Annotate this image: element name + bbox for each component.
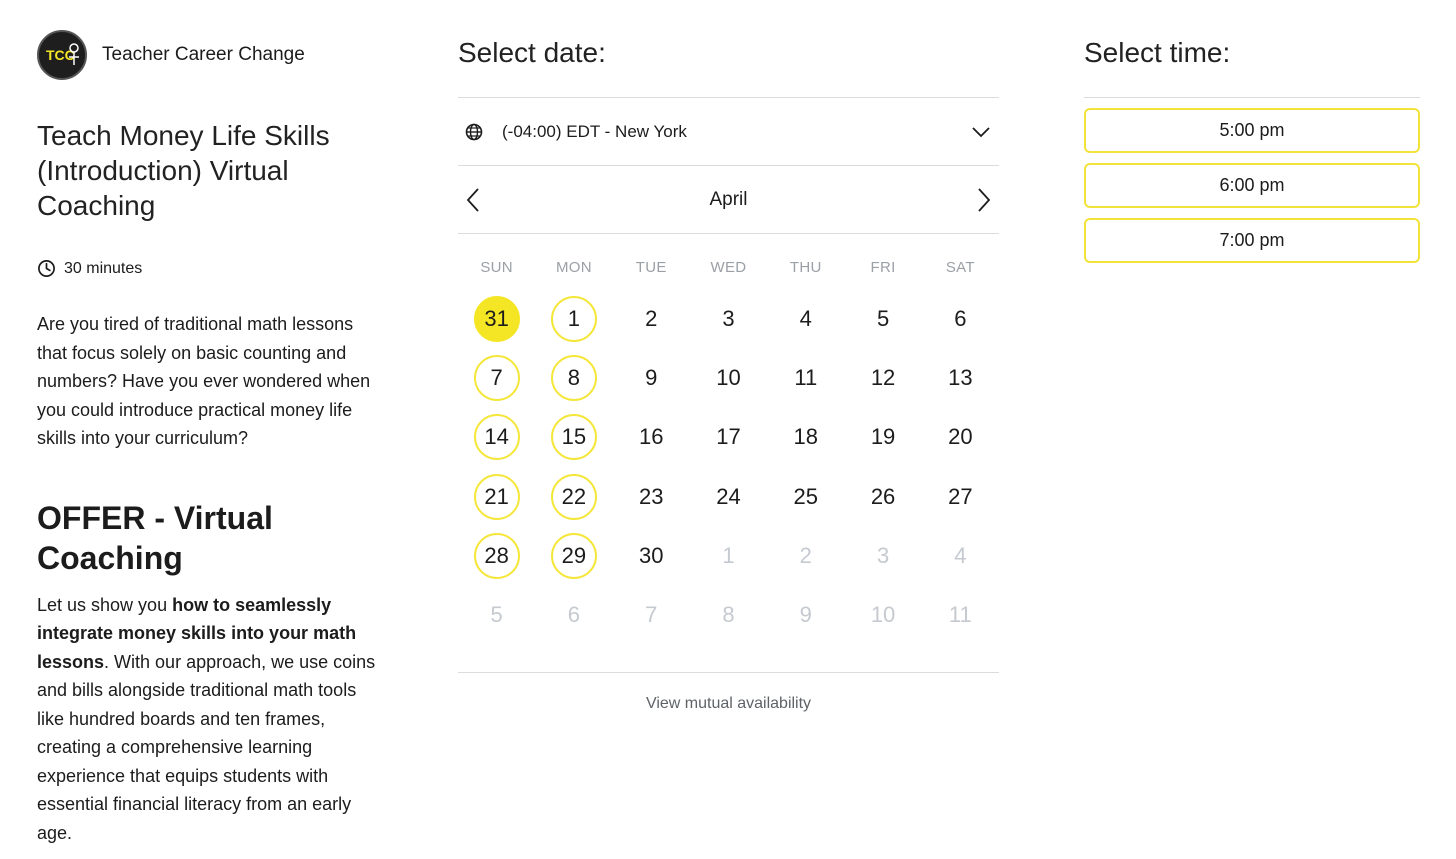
weekday-label: THU	[789, 259, 822, 276]
calendar-day-number: 31	[474, 296, 520, 342]
calendar-day	[922, 408, 999, 467]
weekday-label: SUN	[480, 259, 513, 276]
calendar-day	[690, 467, 767, 526]
calendar-day	[922, 467, 999, 526]
calendar-day	[613, 408, 690, 467]
calendar-day-number: 6	[954, 305, 967, 331]
calendar-day-number: 14	[474, 414, 520, 460]
calendar-day	[922, 289, 999, 348]
event-duration	[37, 259, 382, 278]
calendar-day-number: 4	[799, 305, 812, 331]
calendar-day-number: 20	[948, 424, 973, 450]
calendar-day-number: 25	[793, 483, 819, 509]
calendar-day	[844, 289, 921, 348]
calendar-day	[767, 408, 844, 467]
calendar-day	[690, 526, 767, 585]
duration-label: 30 minutes	[64, 259, 143, 277]
globe-icon	[464, 122, 484, 142]
calendar-day-number: 3	[722, 305, 735, 331]
offer-body	[37, 591, 382, 848]
calendar-day	[613, 467, 690, 526]
calendar-day	[690, 348, 767, 407]
calendar-day	[458, 585, 535, 644]
calendar-day-number: 13	[948, 364, 973, 390]
time-picker-panel	[1084, 30, 1420, 273]
calendar-day-number: 8	[722, 602, 735, 628]
current-month: April	[709, 188, 748, 210]
calendar-day-number: 12	[870, 364, 896, 390]
time-divider	[1084, 97, 1420, 98]
calendar-day-number: 16	[638, 424, 664, 450]
select-date-heading: Select date:	[458, 37, 606, 68]
event-description: Are you tired of traditional math lessons that focus solely on basic counting and numbers? Have you ever wondered when you could introduce practical money life skills into your curriculum?	[37, 314, 371, 448]
calendar-day-number: 10	[716, 364, 741, 390]
logo-icon	[40, 33, 84, 77]
calendar-day	[535, 585, 612, 644]
calendar-day	[767, 289, 844, 348]
calendar-day[interactable]	[535, 408, 612, 467]
calendar-day	[922, 585, 999, 644]
offer-intro: Let us show you	[37, 594, 173, 615]
calendar-day-number: 30	[638, 542, 664, 568]
chevron-right-icon	[977, 187, 991, 213]
calendar-day-number: 5	[490, 602, 503, 628]
calendar-day-number: 28	[474, 533, 520, 579]
calendar-day	[613, 526, 690, 585]
time-slot-button[interactable]: 5:00 pm	[1084, 108, 1420, 153]
time-slot-button[interactable]: 6:00 pm	[1084, 163, 1420, 208]
prev-month-button[interactable]	[458, 180, 488, 220]
calendar-day-selected[interactable]	[458, 289, 535, 348]
calendar-day	[922, 348, 999, 407]
svg-text:TCC: TCC	[46, 47, 75, 63]
weekday-header	[458, 259, 999, 279]
calendar-day-number: 24	[716, 483, 741, 509]
calendar-day-number: 29	[551, 533, 597, 579]
calendar-day	[844, 408, 921, 467]
weekday-label: TUE	[635, 259, 667, 276]
calendar-day-number: 3	[876, 542, 890, 568]
chevron-down-icon	[971, 126, 991, 138]
calendar-day	[767, 348, 844, 407]
calendar-day-number: 18	[793, 424, 819, 450]
brand-logo	[37, 30, 87, 80]
calendar-day-number: 21	[474, 474, 520, 520]
calendar-day-number: 11	[794, 364, 818, 390]
calendar-day-number: 9	[799, 602, 812, 628]
calendar-day	[767, 467, 844, 526]
calendar-day[interactable]	[535, 348, 612, 407]
calendar-day[interactable]	[535, 289, 612, 348]
weekday-label: FRI	[870, 259, 896, 276]
calendar-day-number: 22	[551, 474, 597, 520]
calendar-day-number: 23	[638, 483, 664, 509]
calendar-day[interactable]	[458, 408, 535, 467]
calendar-day	[690, 585, 767, 644]
select-time-heading: Select time:	[1084, 37, 1231, 68]
calendar-day	[844, 585, 921, 644]
calendar-day	[844, 526, 921, 585]
calendar-day-number: 7	[474, 355, 520, 401]
month-navigation	[458, 166, 999, 234]
calendar-divider	[458, 672, 999, 673]
calendar-day	[922, 526, 999, 585]
clock-icon	[37, 259, 56, 278]
date-picker-panel	[458, 30, 999, 712]
weekday-label: WED	[710, 259, 747, 276]
calendar-day[interactable]	[535, 526, 612, 585]
calendar-grid	[458, 289, 999, 645]
calendar-day-number: 26	[870, 483, 896, 509]
calendar-day	[690, 289, 767, 348]
calendar-day-number: 8	[551, 355, 597, 401]
calendar-day-number: 9	[645, 364, 658, 390]
calendar-day	[767, 526, 844, 585]
calendar-day-number: 1	[722, 542, 735, 568]
time-slot-list	[1084, 108, 1420, 263]
weekday-label: SAT	[945, 259, 975, 276]
calendar-day-number: 27	[948, 483, 973, 509]
calendar-day[interactable]	[458, 467, 535, 526]
calendar-day	[767, 585, 844, 644]
calendar-day-number: 2	[799, 542, 812, 568]
calendar-day-number: 17	[716, 424, 741, 450]
timezone-selector[interactable]	[458, 97, 999, 166]
view-mutual-availability-link[interactable]: View mutual availability	[645, 695, 812, 712]
calendar-day-number: 6	[567, 602, 581, 628]
calendar-day	[613, 585, 690, 644]
next-month-button[interactable]	[969, 180, 999, 220]
brand-name: Teacher Career Change	[102, 44, 305, 65]
weekday-label: MON	[555, 259, 592, 276]
calendar-day-number: 5	[876, 305, 890, 331]
offer-rest: . With our approach, we use coins and bills alongside traditional math tools like hundred boards and ten frames, creating a comprehensive learning experience that equips students with essential financial literacy from an early age.	[37, 651, 376, 843]
calendar-day	[690, 408, 767, 467]
calendar-day	[844, 467, 921, 526]
time-slot-button[interactable]: 7:00 pm	[1084, 218, 1420, 263]
calendar-day-number: 11	[948, 602, 972, 628]
event-title: Teach Money Life Skills (Introduction) Virtual Coaching	[37, 120, 330, 221]
offer-heading: OFFER - Virtual Coaching	[37, 499, 273, 576]
calendar-day	[844, 348, 921, 407]
calendar-day-number: 4	[954, 542, 967, 568]
calendar-day	[613, 348, 690, 407]
timezone-label: (-04:00) EDT - New York	[502, 121, 687, 141]
calendar-day-number: 1	[551, 296, 597, 342]
calendar-day-number: 19	[870, 424, 896, 450]
offer-highlight: how to seamlessly integrate money skills into your math lessons	[37, 594, 357, 672]
calendar-day[interactable]	[458, 526, 535, 585]
calendar-day-number: 2	[645, 305, 658, 331]
calendar-day-number: 15	[551, 414, 597, 460]
calendar-day-number: 7	[645, 602, 658, 628]
calendar-day	[613, 289, 690, 348]
brand	[37, 30, 382, 80]
chevron-left-icon	[466, 187, 480, 213]
event-info-panel	[37, 30, 382, 847]
calendar-day-number: 10	[870, 602, 896, 628]
calendar-day[interactable]	[535, 467, 612, 526]
calendar-day[interactable]	[458, 348, 535, 407]
